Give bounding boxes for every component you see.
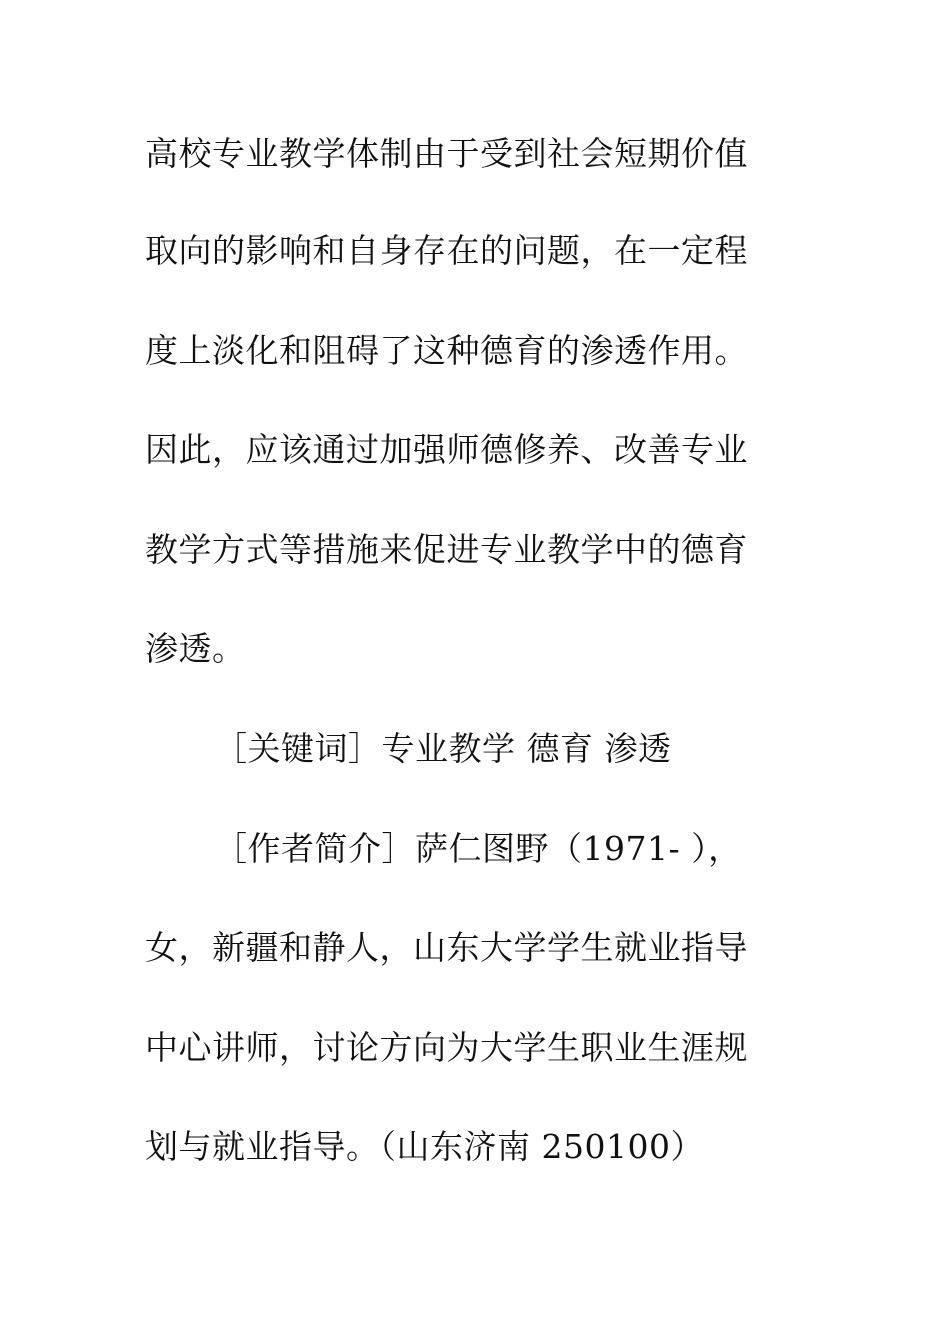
author-line-3: 中心讲师，讨论方向为大学生职业生涯规 bbox=[145, 1028, 748, 1067]
abstract-line-2: 取向的影响和自身存在的问题，在一定程 bbox=[145, 231, 748, 270]
abstract-line-1: 高校专业教学体制由于受到社会短期价值 bbox=[145, 134, 748, 173]
abstract-line-6: 渗透。 bbox=[145, 629, 246, 668]
author-line-1: ［作者简介］萨仁图野（1971- ）， bbox=[214, 829, 742, 868]
author-line-2: 女，新疆和静人，山东大学学生就业指导 bbox=[145, 928, 748, 967]
author-line-4: 划与就业指导。（山东济南 250100） bbox=[145, 1127, 704, 1166]
abstract-line-5: 教学方式等措施来促进专业教学中的德育 bbox=[145, 530, 748, 569]
keywords-line: ［关键词］专业教学 德育 渗透 bbox=[214, 729, 672, 768]
abstract-line-4: 因此，应该通过加强师德修养、改善专业 bbox=[145, 430, 748, 469]
abstract-line-3: 度上淡化和阻碍了这种德育的渗透作用。 bbox=[145, 331, 748, 370]
